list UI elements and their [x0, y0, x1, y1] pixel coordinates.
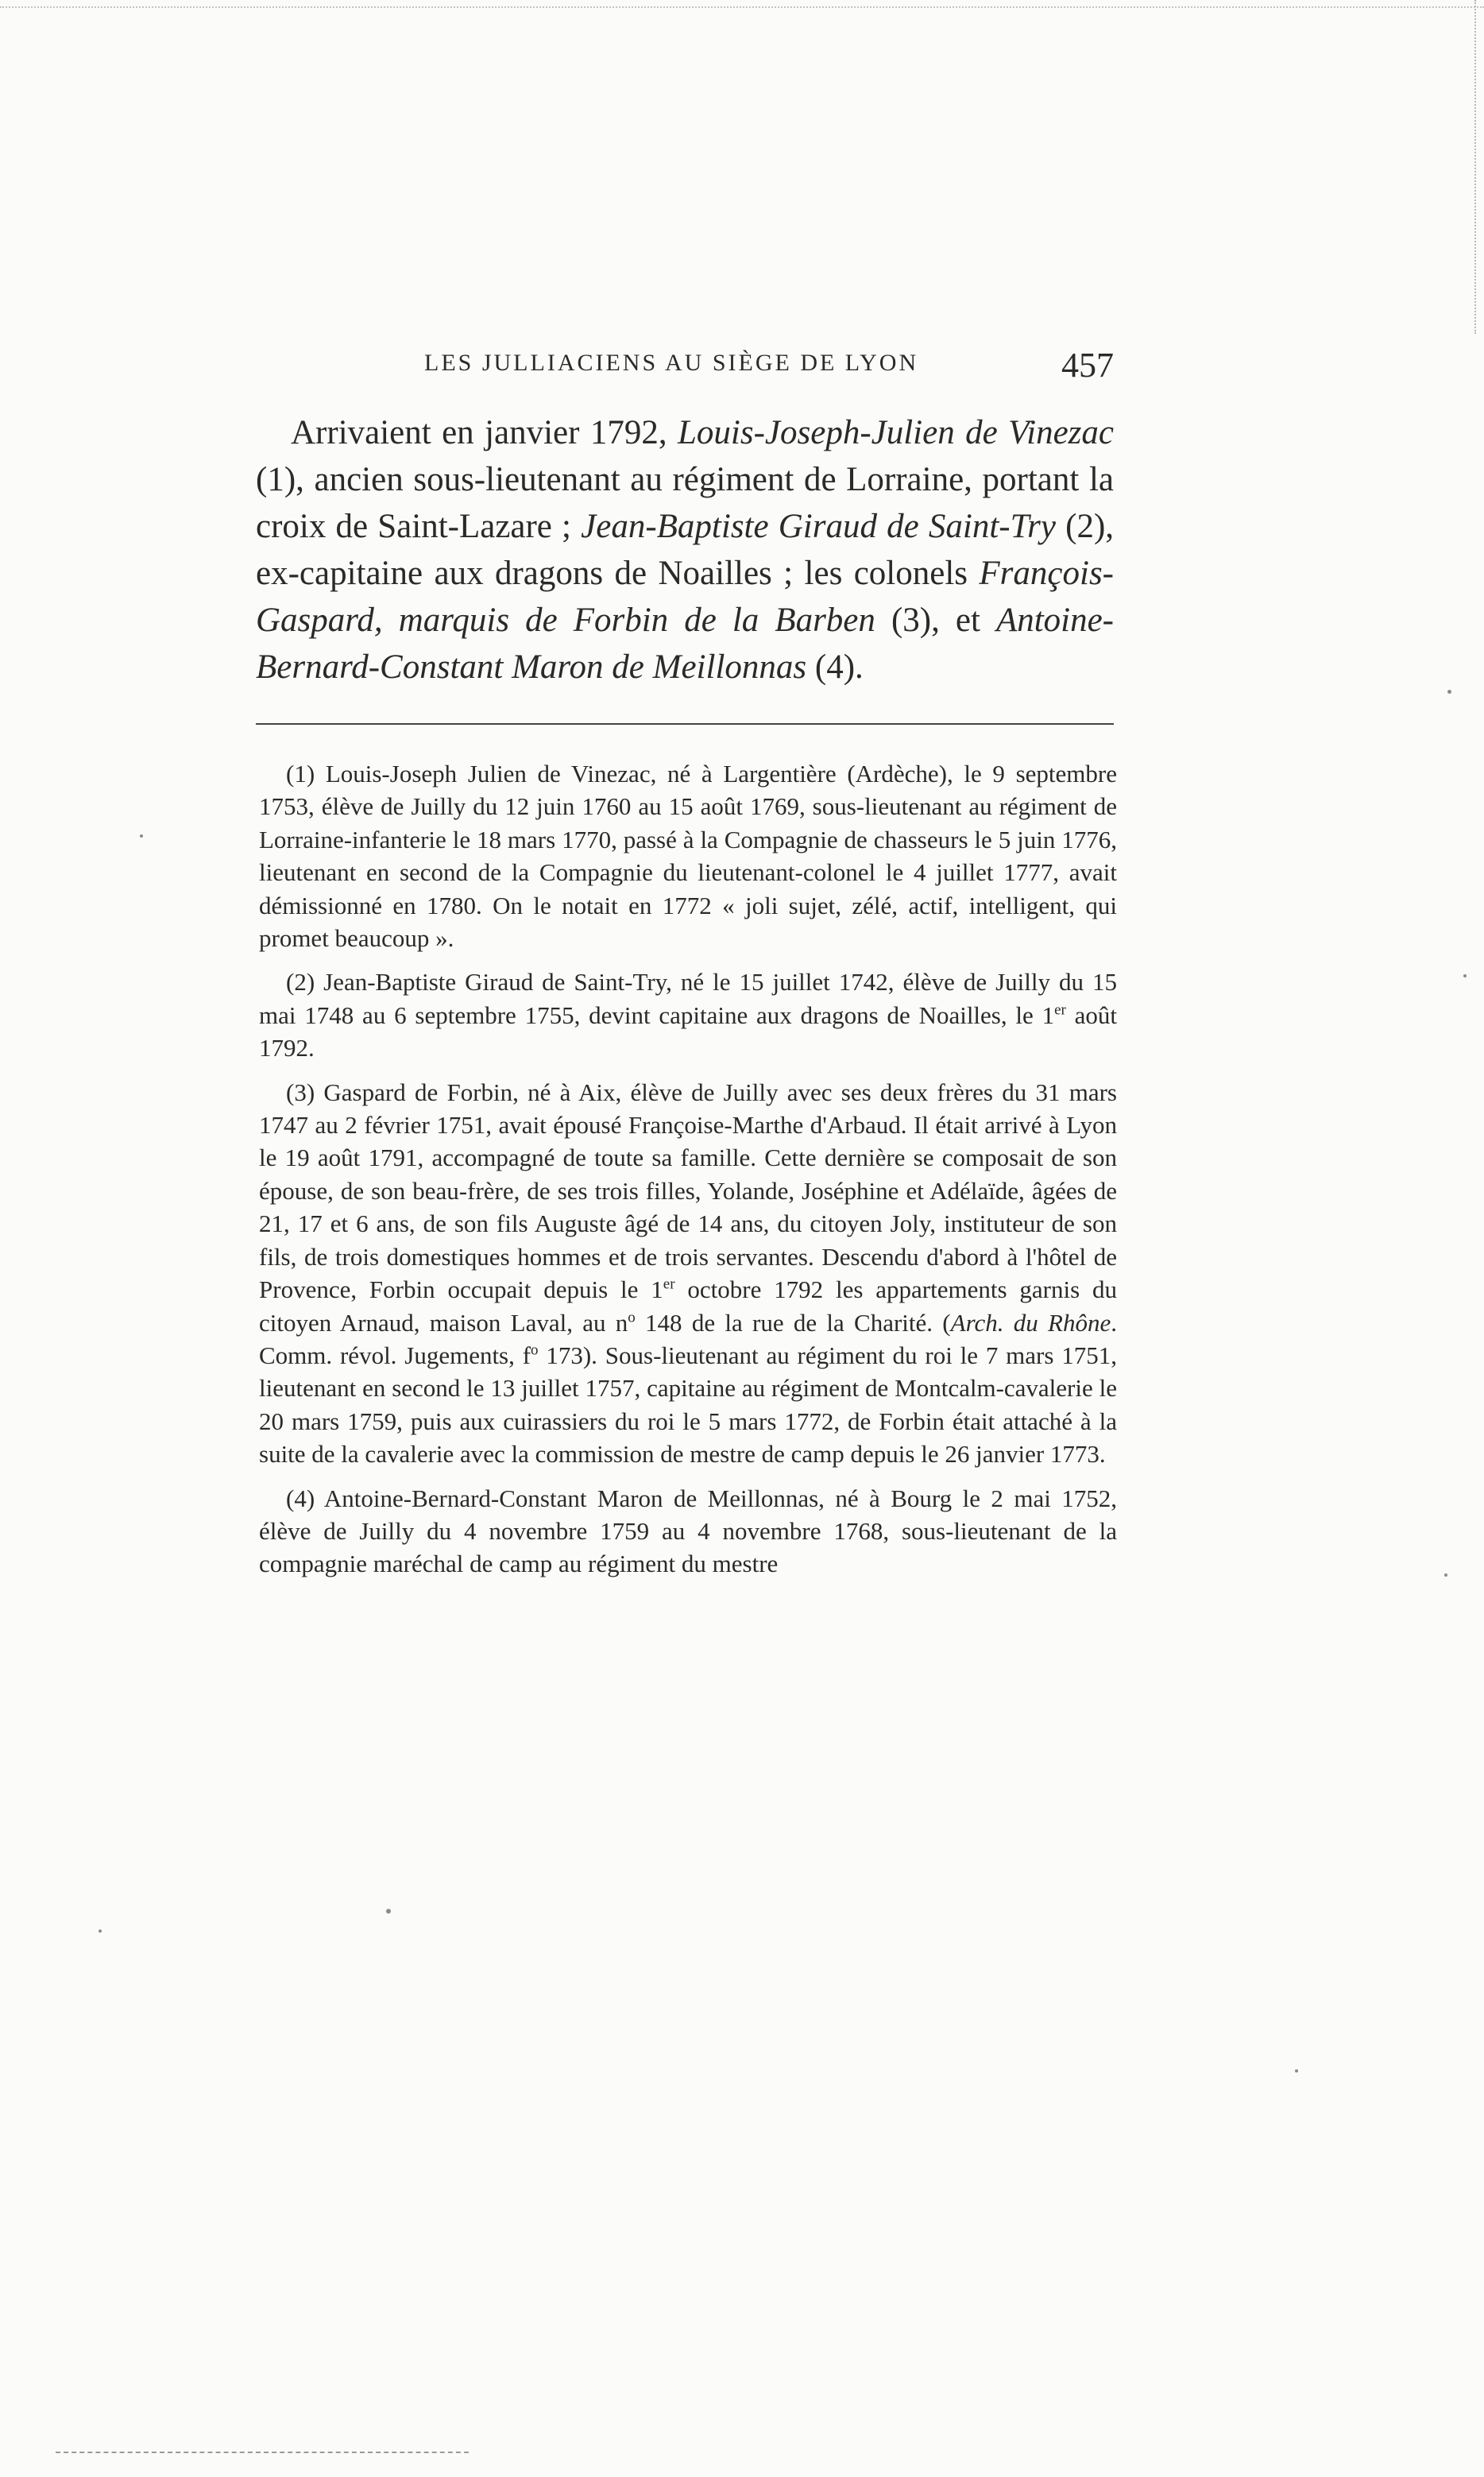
main-text-segment: (3), et — [875, 602, 996, 639]
footnotes — [259, 757, 1117, 1592]
superscript: o — [628, 1309, 636, 1326]
running-title: LES JULLIACIENS AU SIÈGE DE LYON — [424, 350, 919, 376]
footnote-4: (4) Antoine-Bernard-Constant Maron de Meillonnas, né à Bourg le 2 mai 1752, élève de Juilly du 4 novembre 1759 au 4 novembre 1768, sous-lieutenant de la compagnie maréchal de camp au régiment du mestre — [259, 1484, 1117, 1578]
main-paragraph — [256, 409, 1114, 691]
person-name: Jean-Baptiste Giraud de Saint-Try — [581, 508, 1056, 545]
main-text-segment: (1), ancien sous-lieutenant au régiment de Lorraine, portant la croix de Saint-Lazare ; — [256, 461, 1114, 545]
footnote-separator — [256, 723, 1114, 725]
footnote-text: . Comm. révol. Jugements, f — [259, 1308, 1117, 1369]
footnote-text: 173). Sous-lieutenant au régiment du roi le 7 mars 1751, lieutenant en second le 13 juillet 1757, capitaine au régiment de Montcalm-cavalerie le 20 mars 1759, puis aux cuirassiers du roi le 5 mars 1772, de Forbin était attaché à la suite de la cavalerie avec la commission de mestre de camp depuis le 26 janvier 1773. — [259, 1341, 1117, 1469]
paper-speck — [1447, 690, 1451, 694]
scan-edge-right — [1474, 0, 1476, 334]
footnote-1: (1) Louis-Joseph Julien de Vinezac, né à Largentière (Ardèche), le 9 septembre 1753, élève de Juilly du 12 juin 1760 au 15 août 1769, sous-lieutenant au régiment de Lorraine-infanterie le 18 mars 1770, passé à la Compagnie de chasseurs le 5 juin 1776, lieutenant en second de la Compagnie du lieutenant-colonel le 4 juillet 1777, avait démissionné en 1780. On le notait en 1772 « joli sujet, zélé, actif, intelligent, qui promet beaucoup ». — [259, 760, 1117, 953]
person-name: François-Gaspard, marquis de Forbin de la Barben — [256, 555, 1114, 639]
main-text-segment: (4). — [806, 648, 864, 686]
paper-speck — [99, 1929, 102, 1933]
main-text-segment: Arrivaient en janvier 1792, — [291, 414, 678, 451]
footnote-3 — [259, 1076, 1117, 1471]
page-number: 457 — [1061, 346, 1114, 385]
paper-speck — [386, 1909, 391, 1914]
paper-speck — [1444, 1573, 1447, 1577]
superscript: er — [1054, 1001, 1066, 1019]
archive-reference: Arch. du Rhône — [950, 1308, 1111, 1337]
footnote-text: (2) Jean-Baptiste Giraud de Saint-Try, né le 15 juillet 1742, élève de Juilly du 15 mai 1748 au 6 septembre 1755, devint capitaine aux dragons de Noailles, le 1 — [259, 968, 1117, 1029]
paper-speck — [1463, 974, 1467, 977]
footnote-text: octobre 1792 les appartements garnis du citoyen Arnaud, maison Laval, au n — [259, 1275, 1117, 1337]
scan-edge-bottom — [56, 2452, 469, 2453]
running-head — [256, 346, 1114, 389]
person-name: Louis-Joseph-Julien de Vinezac — [678, 414, 1114, 451]
main-text-segment: (2), ex-capitaine aux dragons de Noailles ; les colonels — [256, 508, 1115, 592]
paper-speck — [1295, 2069, 1298, 2073]
scan-edge-top — [0, 6, 1484, 8]
superscript: o — [531, 1341, 539, 1359]
footnote-text: (3) Gaspard de Forbin, né à Aix, élève de Juilly avec ses deux frères du 31 mars 1747 au 2 février 1751, avait épousé Françoise-Marthe d'Arbaud. Il était arrivé à Lyon le 19 août 1791, accompagné de toute sa famille. Cette dernière se composait de son épouse, de son beau-frère, de ses trois filles, Yolande, Joséphine et Adélaïde, âgées de 21, 17 et 6 ans, de son fils Auguste âgé de 14 ans, du citoyen Joly, instituteur de son fils, de trois domestiques hommes et de trois servantes. Descendu d'abord à l'hôtel de Provence, Forbin occupait depuis le 1 — [259, 1078, 1117, 1304]
superscript: er — [663, 1275, 675, 1293]
footnote-text: 148 de la rue de la Charité. ( — [635, 1308, 951, 1337]
paper-speck — [140, 834, 143, 838]
footnote-2 — [259, 966, 1117, 1064]
footnote-text: août 1792. — [259, 1000, 1118, 1062]
person-name: Antoine-Bernard-Constant Maron de Meillonnas — [256, 602, 1115, 686]
